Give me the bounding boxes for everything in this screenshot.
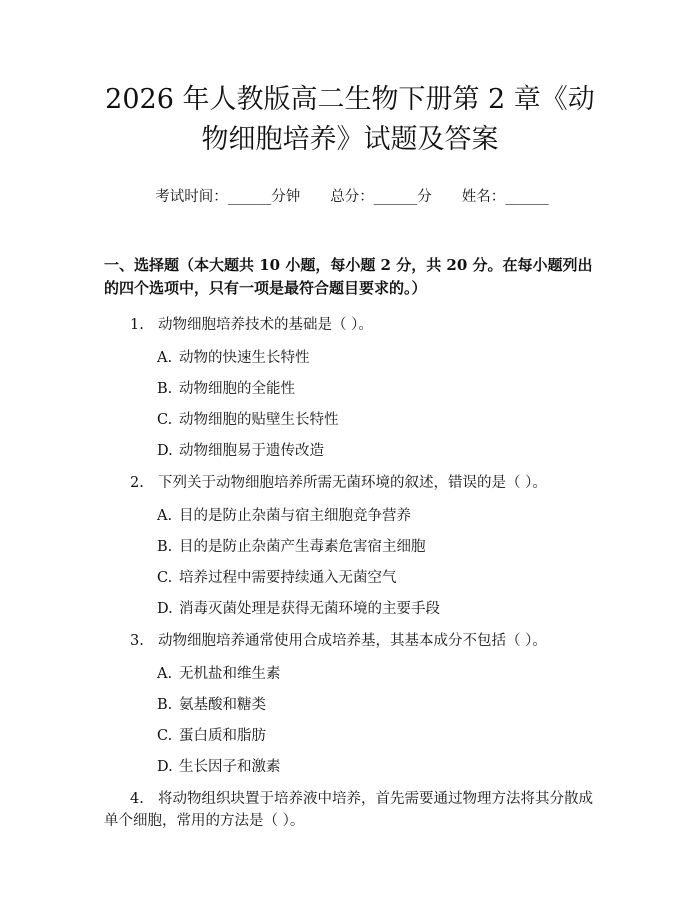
question-2 bbox=[104, 472, 596, 620]
option-b bbox=[157, 537, 596, 558]
option-list bbox=[104, 664, 596, 778]
option-letter: A. bbox=[157, 350, 173, 366]
option-letter: C. bbox=[157, 570, 173, 586]
option-a bbox=[157, 506, 596, 527]
option-text: 目的是防止杂菌与宿主细胞竞争营养 bbox=[179, 508, 411, 524]
option-text: 动物细胞的贴壁生长特性 bbox=[179, 412, 339, 428]
option-letter: B. bbox=[157, 697, 173, 713]
question-text: 动物细胞培养技术的基础是（ ）。 bbox=[158, 317, 373, 333]
option-text: 培养过程中需要持续通入无菌空气 bbox=[179, 570, 397, 586]
section-heading: 一、选择题（本大题共 10 小题，每小题 2 分，共 20 分。在每小题列出的四个选项中，只有一项是最符合题目要求的。） bbox=[104, 256, 593, 297]
student-name-field: 姓名：______ bbox=[461, 189, 549, 205]
question-stem bbox=[104, 314, 596, 336]
question-number: 4. bbox=[130, 791, 144, 807]
option-d bbox=[157, 757, 596, 778]
question-stem bbox=[104, 788, 596, 832]
option-letter: D. bbox=[157, 759, 173, 775]
question-text: 动物细胞培养通常使用合成培养基，其基本成分不包括（ ）。 bbox=[158, 633, 547, 649]
question-1 bbox=[104, 314, 596, 462]
total-score-field: 总分：______分 bbox=[330, 189, 432, 205]
page-title: 2026 年人教版高二生物下册第 2 章《动物细胞培养》试题及答案 bbox=[105, 84, 595, 155]
option-text: 动物细胞的全能性 bbox=[179, 381, 295, 397]
option-letter: D. bbox=[157, 601, 173, 617]
question-4 bbox=[104, 788, 596, 832]
exam-meta bbox=[108, 187, 596, 207]
option-letter: C. bbox=[157, 412, 173, 428]
option-a bbox=[157, 664, 596, 685]
option-text: 动物的快速生长特性 bbox=[179, 350, 310, 366]
question-stem bbox=[104, 630, 596, 652]
question-text: 将动物组织块置于培养液中培养，首先需要通过物理方法将其分散成单个细胞，常用的方法是（ ）。 bbox=[104, 791, 593, 829]
option-text: 生长因子和激素 bbox=[179, 759, 281, 775]
option-letter: D. bbox=[157, 443, 173, 459]
option-letter: C. bbox=[157, 728, 173, 744]
question-number: 2. bbox=[130, 475, 144, 491]
option-letter: A. bbox=[157, 508, 173, 524]
option-text: 无机盐和维生素 bbox=[179, 666, 281, 682]
option-b bbox=[157, 695, 596, 716]
option-text: 蛋白质和脂肪 bbox=[179, 728, 266, 744]
question-text: 下列关于动物细胞培养所需无菌环境的叙述，错误的是（ ）。 bbox=[158, 475, 547, 491]
option-text: 目的是防止杂菌产生毒素危害宿主细胞 bbox=[179, 539, 426, 555]
question-3 bbox=[104, 630, 596, 778]
option-text: 消毒灭菌处理是获得无菌环境的主要手段 bbox=[179, 601, 440, 617]
option-letter: A. bbox=[157, 666, 173, 682]
question-stem bbox=[104, 472, 596, 494]
option-c bbox=[157, 726, 596, 747]
option-c bbox=[157, 410, 596, 431]
question-number: 3. bbox=[130, 633, 144, 649]
option-d bbox=[157, 599, 596, 620]
option-list bbox=[104, 348, 596, 462]
option-letter: B. bbox=[157, 381, 173, 397]
question-number: 1. bbox=[130, 317, 144, 333]
option-letter: B. bbox=[157, 539, 173, 555]
option-b bbox=[157, 379, 596, 400]
option-text: 氨基酸和糖类 bbox=[179, 697, 266, 713]
option-d bbox=[157, 441, 596, 462]
option-list bbox=[104, 506, 596, 620]
option-text: 动物细胞易于遗传改造 bbox=[179, 443, 324, 459]
option-a bbox=[157, 348, 596, 369]
exam-time-field: 考试时间：______分钟 bbox=[155, 189, 301, 205]
option-c bbox=[157, 568, 596, 589]
